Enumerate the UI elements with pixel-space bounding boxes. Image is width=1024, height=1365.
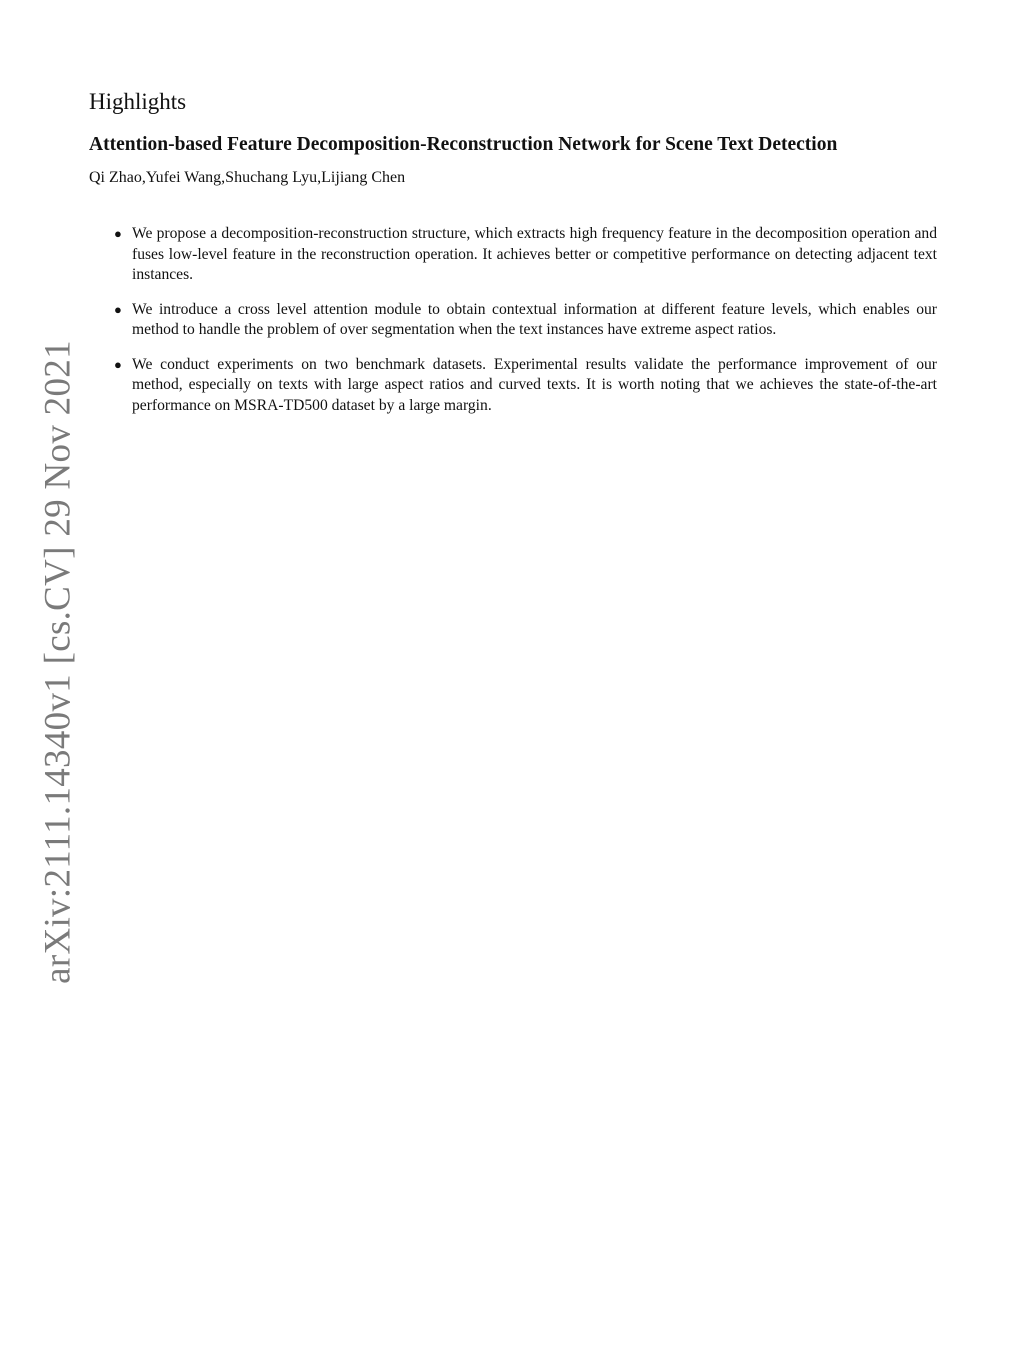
highlight-text: We introduce a cross level attention module to obtain contextual information at different feature levels, which enables our method to handle the problem of over segmentation when the text instances have extreme aspect ratios. (132, 300, 937, 338)
highlight-item (89, 355, 937, 417)
paper-title: Attention-based Feature Decomposition-Reconstruction Network for Scene Text Detection (89, 134, 838, 155)
highlight-item (89, 224, 937, 286)
bullet-icon: ● (114, 356, 122, 372)
arxiv-identifier: arXiv:2111.14340v1 [cs.CV] 29 Nov 2021 (37, 340, 79, 984)
highlight-text: We conduct experiments on two benchmark datasets. Experimental results validate the performance improvement of our method, especially on texts with large aspect ratios and curved texts. It is worth noting that we achieves the state-of-the-art performance on MSRA-TD500 dataset by a large margin. (132, 355, 937, 414)
highlight-item (89, 300, 937, 341)
bullet-icon: ● (114, 301, 122, 317)
highlight-text: We propose a decomposition-reconstruction structure, which extracts high frequency feature in the decomposition operation and fuses low-level feature in the reconstruction operation. It achieves better or competitive performance on detecting adjacent text instances. (132, 225, 937, 283)
section-heading: Highlights (89, 89, 187, 114)
highlights-list (89, 224, 937, 430)
author-list: Qi Zhao,Yufei Wang,Shuchang Lyu,Lijiang Chen (89, 169, 406, 186)
bullet-icon: ● (114, 226, 122, 241)
